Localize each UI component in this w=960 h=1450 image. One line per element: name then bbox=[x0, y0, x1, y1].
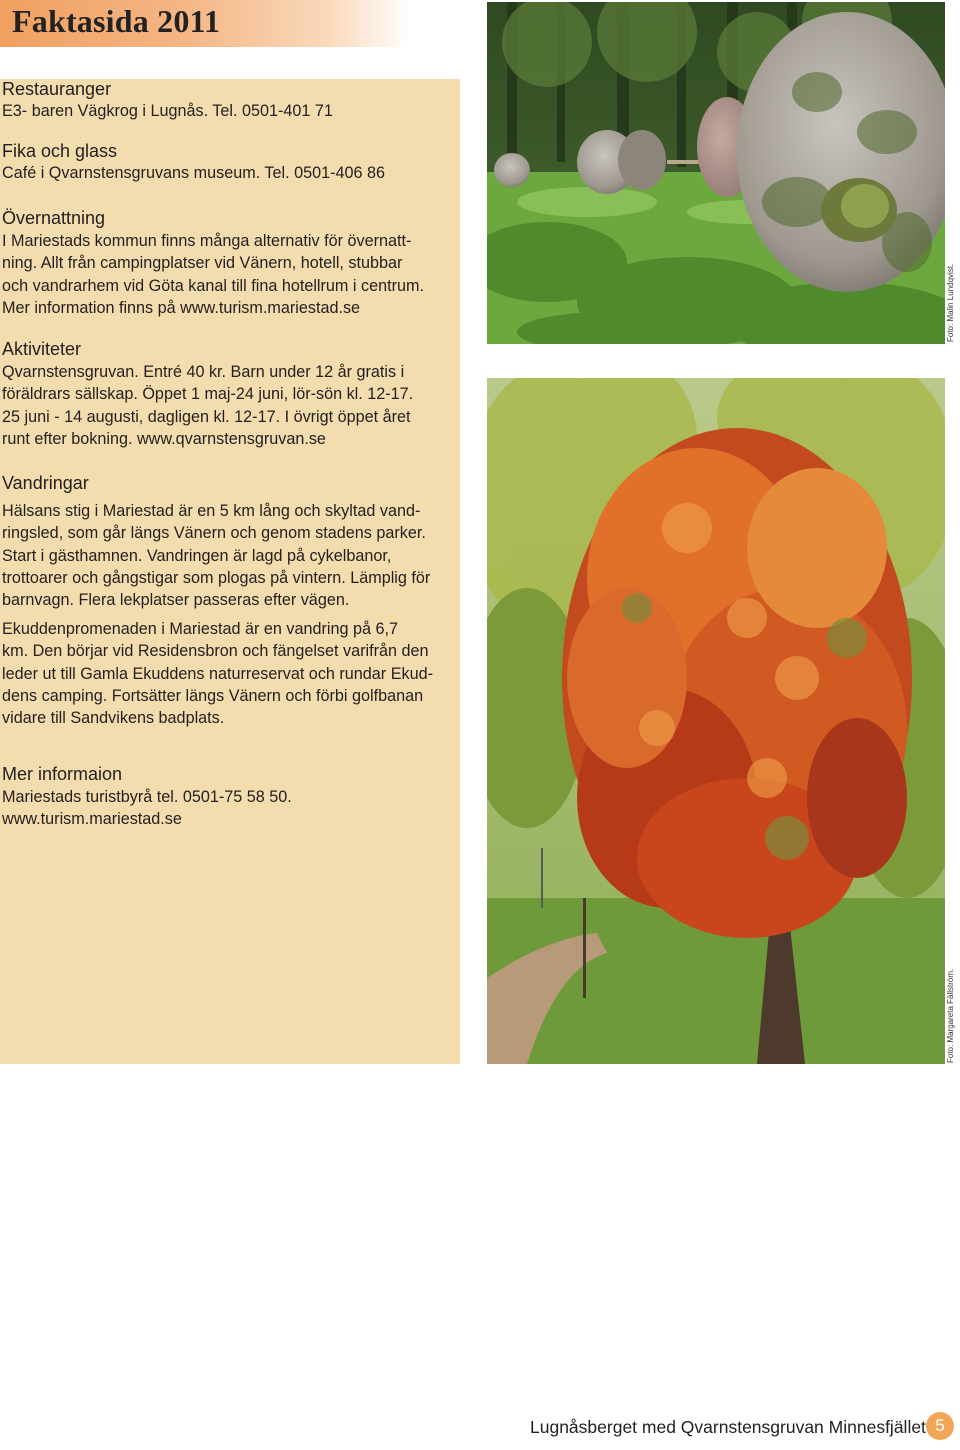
aktiviteter-text bbox=[2, 361, 456, 450]
text-line: Mariestads turistbyrå tel. 0501-75 58 50. bbox=[2, 788, 292, 806]
text-line: Start i gästhamnen. Vandringen är lagd på cykelbanor, bbox=[2, 546, 392, 565]
text-line: Mer information finns på www.turism.mariestad.se bbox=[2, 298, 361, 317]
vandringar-para1 bbox=[2, 500, 456, 611]
heading-restauranger: Restauranger bbox=[2, 79, 112, 99]
text-line: I Mariestads kommun finns många alternativ för övernatt- bbox=[2, 232, 412, 250]
restauranger-text: E3- baren Vägkrog i Lugnås. Tel. 0501-401 71 bbox=[2, 102, 333, 120]
text-line: ringsled, som går längs Vänern och genom stadens parker. bbox=[2, 524, 426, 543]
page-title: Faktasida 2011 bbox=[12, 3, 221, 39]
overnattning-text bbox=[2, 230, 456, 319]
text-line: Hälsans stig i Mariestad är en 5 km lång och skyltad vand- bbox=[2, 502, 421, 520]
text-line: vidare till Sandvikens badplats. bbox=[2, 709, 225, 728]
text-line: www.turism.mariestad.se bbox=[2, 810, 182, 829]
text-line: 25 juni - 14 augusti, dagligen kl. 12-17. I övrigt öppet året bbox=[2, 407, 411, 426]
heading-fika: Fika och glass bbox=[2, 141, 118, 161]
text-line: leder ut till Gamla Ekuddens naturreservat och rundar Ekud- bbox=[2, 664, 433, 683]
photo-credit-bottom: Foto: Margareta Fällström. bbox=[946, 968, 955, 1063]
text-line: ning. Allt från campingplatser vid Vänern, hotell, stubbar bbox=[2, 254, 403, 273]
title-banner bbox=[0, 0, 410, 47]
mer-info-text bbox=[2, 786, 456, 831]
text-line: trottoarer och gångstigar som plogas på vintern. Lämplig för bbox=[2, 568, 431, 587]
vandringar-para2 bbox=[2, 618, 456, 729]
text-line: barnvagn. Flera lekplatser passeras efter vägen. bbox=[2, 591, 350, 610]
footer-text: Lugnåsberget med Qvarnstensgruvan Minnesfjället bbox=[530, 1417, 926, 1437]
autumn-tree-illustration bbox=[487, 378, 945, 1064]
text-line: föräldrars sällskap. Öppet 1 maj-24 juni, lör-sön kl. 12-17. bbox=[2, 385, 414, 404]
heading-vandringar: Vandringar bbox=[2, 473, 89, 493]
text-line: runt efter bokning. www.qvarnstensgruvan.se bbox=[2, 429, 326, 448]
photo-credit-top: Foto: Malin Lundqvist. bbox=[946, 263, 955, 342]
heading-mer-info: Mer informaion bbox=[2, 764, 123, 784]
autumn-tree-photo bbox=[487, 378, 945, 1064]
text-line: km. Den börjar vid Residensbron och fängelset varifrån den bbox=[2, 642, 429, 661]
text-line: Qvarnstensgruvan. Entré 40 kr. Barn under 12 år gratis i bbox=[2, 363, 405, 381]
millstones-photo bbox=[487, 2, 945, 344]
text-line: och vandrarhem vid Göta kanal till fina hotellrum i centrum. bbox=[2, 276, 424, 295]
text-line: dens camping. Fortsätter längs Vänern och förbi golfbanan bbox=[2, 686, 424, 705]
heading-overnattning: Övernattning bbox=[2, 208, 106, 228]
millstones-illustration bbox=[487, 2, 945, 344]
fika-text: Café i Qvarnstensgruvans museum. Tel. 0501-406 86 bbox=[2, 164, 386, 182]
text-line: Ekuddenpromenaden i Mariestad är en vandring på 6,7 bbox=[2, 620, 398, 638]
page-number-badge: 5 bbox=[926, 1412, 954, 1440]
heading-aktiviteter: Aktiviteter bbox=[2, 339, 82, 359]
